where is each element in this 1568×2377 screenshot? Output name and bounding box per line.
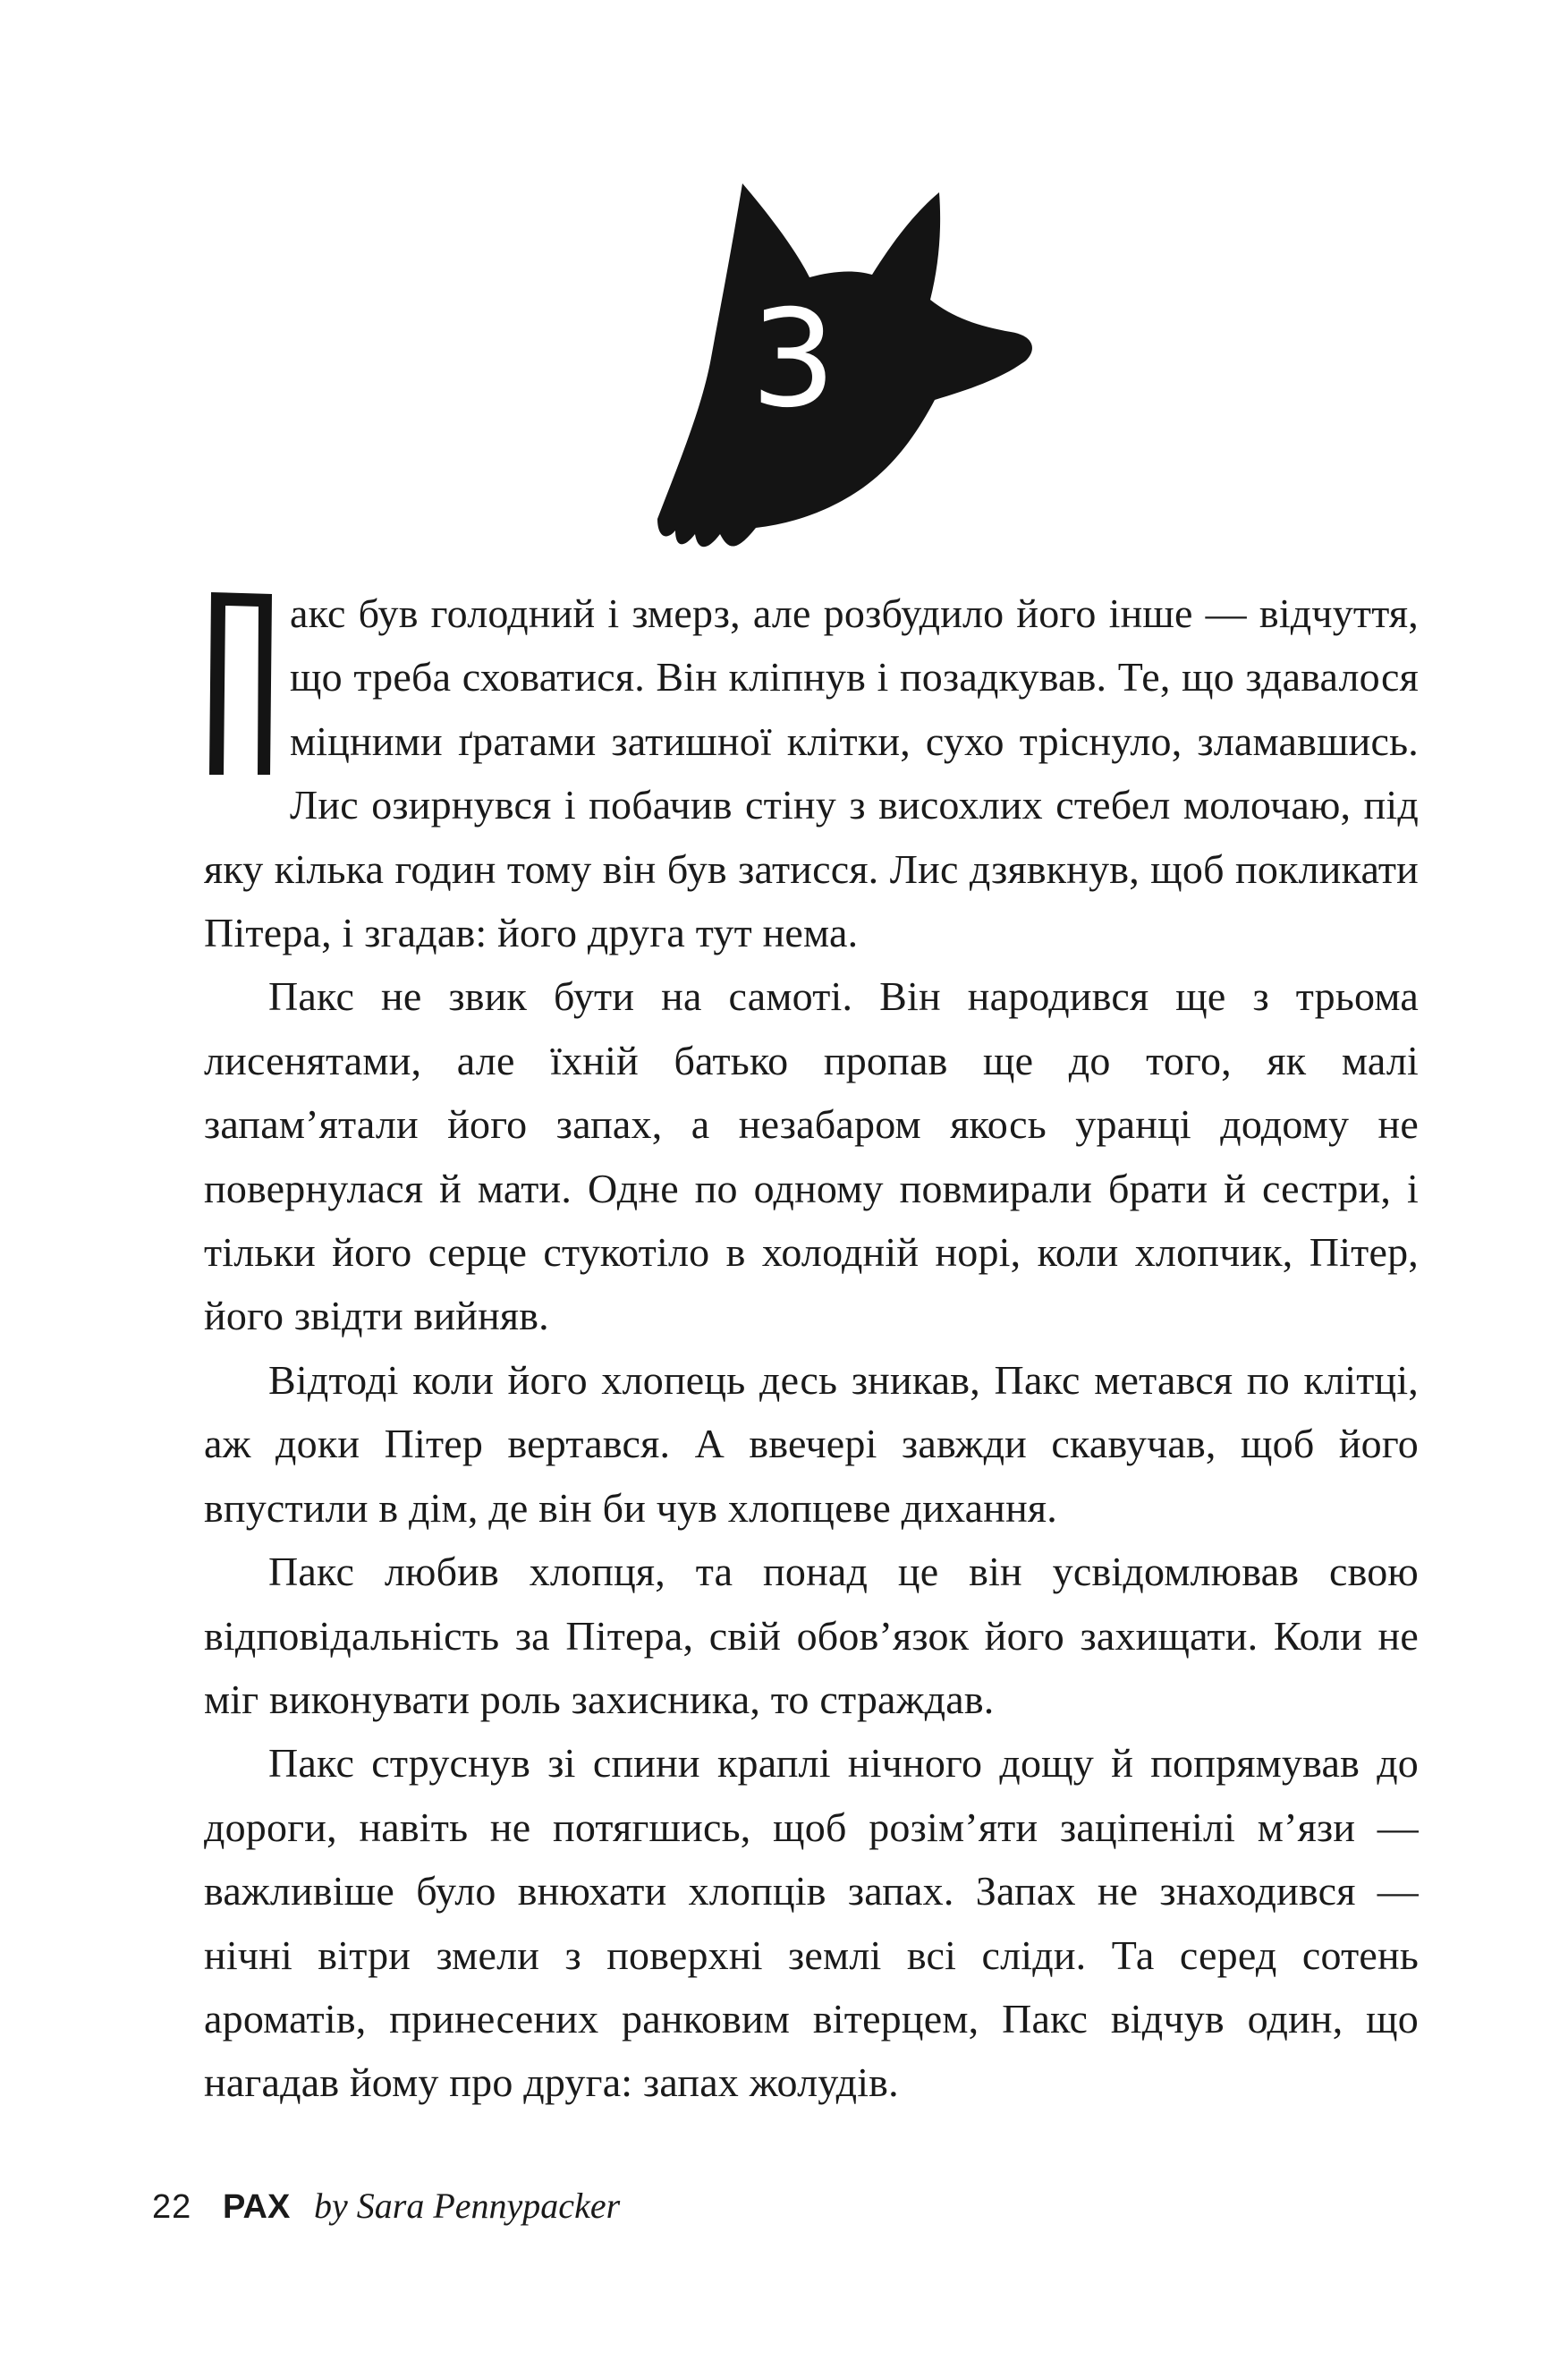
chapter-fox-emblem: [595, 166, 1042, 559]
book-title: PAX: [223, 2188, 291, 2226]
page-footer: [152, 2186, 620, 2227]
fox-head-silhouette: [657, 183, 1032, 547]
paragraph-1: [204, 582, 1419, 964]
paragraph-4: Пакс любив хлопця, та понад це він усвідомлював свою відповідальність за Пітера, свій обов’язок його захищати. Коли не міг виконувати роль захисника, то страждав.: [204, 1549, 1419, 1722]
paragraph-3: Відтоді коли його хлопець десь зникав, Пакс метався по клітці, аж доки Пітер вертався. А ввечері завжди скавучав, щоб його впустили в дім, де він би чув хлопцеве дихання.: [204, 1356, 1419, 1531]
chapter-number: 3: [750, 282, 836, 437]
chapter-body: [204, 582, 1419, 2115]
dropcap-letter: [204, 590, 277, 778]
paragraph-2: Пакс не звик бути на самоті. Він народився ще з трьома лисенятами, але їхній батько пропав ще до того, як малі запам’ятали його запах, а незабаром якось уранці додому не повернулася й мати. Одне по одному повмирали брати й сестри, і тільки його серце стукотіло в холодній норі, коли хлопчик, Пітер, його звідти вийняв.: [204, 973, 1419, 1339]
author-line: by Sara Pennypacker: [314, 2186, 621, 2226]
dropcap-text: П: [240, 698, 242, 699]
paragraph-1-text: акс був голодний і змерз, але розбудило його інше — відчуття, що треба сховатися. Він кліпнув і позадкував. Те, що здавалося міцними ґратами затишної клітки, сухо тріснуло, зламавшись. Лис озирнувся і побачив стіну з висохлих стебел молочаю, під яку кілька годин тому він був затисся. Лис дзявкнув, щоб покликати Пітера, і згадав: його друга тут нема.: [204, 590, 1419, 956]
page-number: 22: [152, 2188, 192, 2226]
paragraph-5: Пакс струснув зі спини краплі нічного дощу й попрямував до дороги, навіть не потягшись, щоб розім’яти заціпенілі м’язи — важливіше було внюхати хлопців запах. Запах не знаходився — нічні вітри змели з поверхні землі всі сліди. Та серед сотень ароматів, принесених ранковим вітерцем, Пакс відчув один, що нагадав йому про друга: запах жолудів.: [204, 1740, 1419, 2106]
